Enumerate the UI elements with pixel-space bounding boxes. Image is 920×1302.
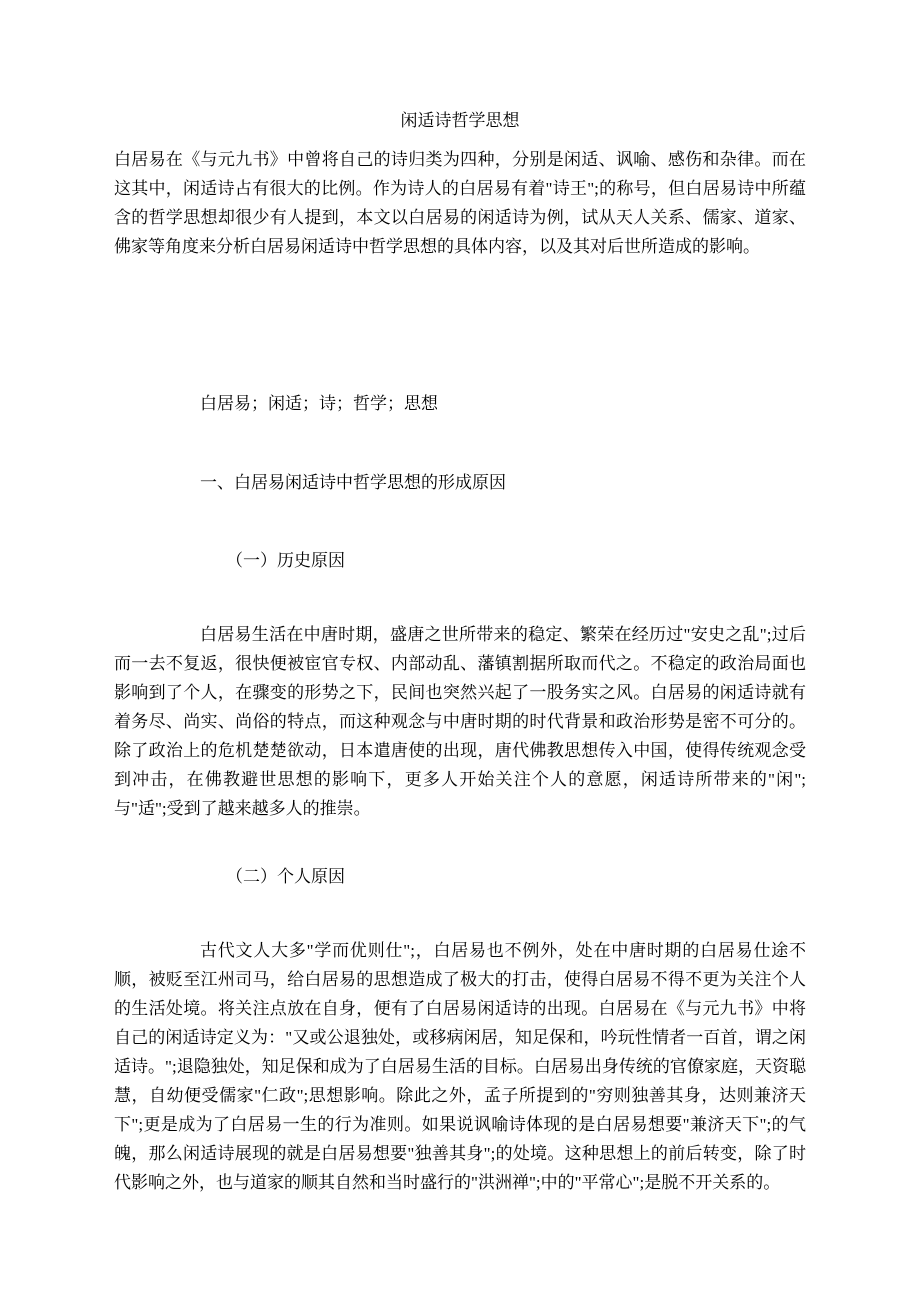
subsection-heading-historical: （一）历史原因: [226, 551, 345, 570]
section-heading-1: 一、白居易闲适诗中哲学思想的形成原因: [200, 473, 506, 492]
subsection-heading-personal: （二）个人原因: [226, 867, 345, 886]
keywords-line: 白居易；闲适；诗；哲学；思想: [200, 394, 438, 413]
body-paragraph-personal: 古代文人大多"学而优则仕";，白居易也不例外，处在中唐时期的白居易仕途不顺，被贬至江州司马，给白居易的思想造成了极大的打击，使得白居易不得不更为关注个人的生活处境。将关注点放在自身，便有了白居易闲适诗的出现。白居易在《与元九书》中将自己的闲适诗定义为："又或公退独处，或移病闲居，知足保和，吟玩性情者一百首，谓之闲适诗。";退隐独处，知足保和成为了白居易生活的目标。白居易出身传统的官僚家庭，天资聪慧，自幼便受儒家"仁政";思想影响。除此之外，孟子所提到的"穷则独善其身，达则兼济天下";更是成为了白居易一生的行为准则。如果说讽喻诗体现的是白居易想要"兼济天下";的气魄，那么闲适诗展现的就是白居易想要"独善其身";的处境。这种思想上的前后转变，除了时代影响之外，也与道家的顺其自然和当时盛行的"洪洲禅";中的"平常心";是脱不开关系的。: [114, 941, 806, 1192]
body-paragraph-historical: 白居易生活在中唐时期，盛唐之世所带来的稳定、繁荣在经历过"安史之乱";过后而一去不复返，很快便被宦官专权、内部动乱、藩镇割据所取而代之。不稳定的政治局面也影响到了个人，在骤变的形势之下，民间也突然兴起了一股务实之风。白居易的闲适诗就有着务尽、尚实、尚俗的特点，而这种观念与中唐时期的时代背景和政治形势是密不可分的。除了政治上的危机楚楚欲动，日本遣唐使的出现，唐代佛教思想传入中国，使得传统观念受到冲击，在佛教避世思想的影响下，更多人开始关注个人的意愿，闲适诗所带来的"闲";与"适";受到了越来越多人的推崇。: [114, 625, 806, 818]
document-title: 闲适诗哲学思想: [400, 111, 520, 130]
abstract-paragraph: 白居易在《与元九书》中曾将自己的诗归类为四种，分别是闲适、讽喻、感伤和杂律。而在这其中，闲适诗占有很大的比例。作为诗人的白居易有着"诗王";的称号，但白居易诗中所蕴含的哲学思想却很少有人提到，本文以白居易的闲适诗为例，试从天人关系、儒家、道家、佛家等角度来分析白居易闲适诗中哲学思想的具体内容，以及其对后世所造成的影响。: [114, 150, 806, 256]
